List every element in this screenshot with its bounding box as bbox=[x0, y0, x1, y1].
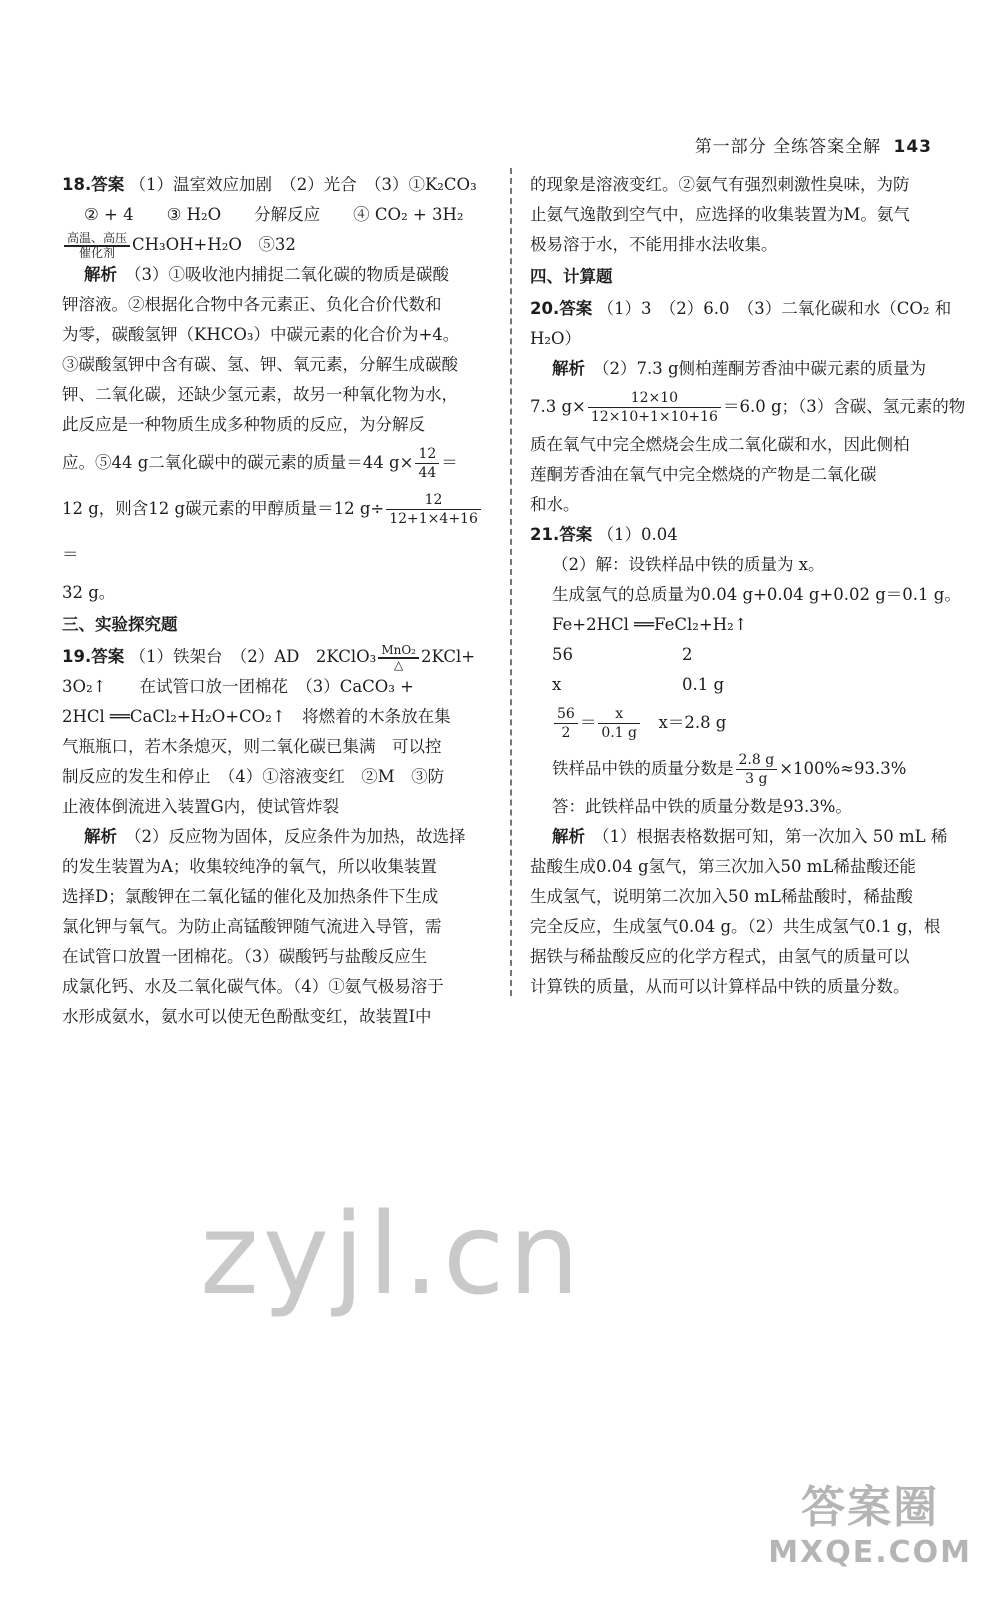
q18-fraction-2: $\frac{12}{12+1\times 4+16}$ bbox=[386, 491, 481, 528]
q18-analysis-label: 解析 bbox=[84, 265, 117, 284]
question-19 bbox=[62, 642, 499, 1032]
question-21 bbox=[530, 520, 970, 1002]
q21-analysis-text: （1）根据表格数据可知，第一次加入 50 mL 稀 bbox=[593, 827, 948, 846]
header-title: 全练答案全解 bbox=[773, 137, 882, 157]
q20-analysis-text: 7.3 g× bbox=[530, 397, 586, 416]
left-column bbox=[62, 170, 499, 1032]
q19-answer-text: 制反应的发生和停止 （4）①溶液变红 ②M ③防 bbox=[62, 767, 445, 786]
column-divider bbox=[510, 168, 512, 996]
section-3-title: 三、实验探究题 bbox=[62, 615, 178, 634]
equals-sign: ＝ bbox=[62, 545, 79, 564]
q19-analysis-text: 止氨气逸散到空气中，应选择的收集装置为M。氨气 bbox=[530, 205, 910, 224]
q19-analysis-text: 在试管口放置一团棉花。（3）碳酸钙与盐酸反应生 bbox=[62, 947, 428, 966]
q21-answer-text: （1）0.04 bbox=[597, 525, 678, 544]
q19-analysis-text: 成氯化钙、水及二氧化碳气体。（4）①氨气极易溶于 bbox=[62, 977, 444, 996]
q19-answer-text: （1）铁架台 （2）AD 2KClO₃ bbox=[129, 647, 377, 666]
q18-fraction-1: $\frac{12}{44}$ bbox=[415, 445, 439, 482]
q18-analysis-text: 为零，碳酸氢钾（KHCO₃）中碳元素的化合价为+4。 bbox=[62, 325, 460, 344]
page-header bbox=[695, 132, 932, 157]
stamp-bottom-text: MXQE.COM bbox=[768, 1535, 972, 1570]
header-part: 第一部分 bbox=[694, 137, 767, 157]
q20-analysis-text: ＝6.0 g；（3）含碳、氢元素的物 bbox=[722, 397, 966, 416]
q19-analysis-text: 选择D；氯酸钾在二氧化锰的催化及加热条件下生成 bbox=[62, 887, 439, 906]
site-stamp-logo bbox=[768, 1471, 972, 1570]
q21-conclusion: 答：此铁样品中铁的质量分数是93.3%。 bbox=[552, 797, 852, 816]
q18-answer-line3: CH₃OH+H₂O ⑤32 bbox=[132, 235, 296, 254]
q18-analysis-text: 钾溶液。②根据化合物中各元素正、负化合价代数和 bbox=[62, 295, 442, 314]
q18-answer-line1: （1）温室效应加剧 （2）光合 （3）①K₂CO₃ bbox=[129, 175, 477, 194]
q19-reaction-condition: MnO₂ △ bbox=[378, 644, 419, 672]
equals-sign: ＝ bbox=[441, 453, 458, 472]
q19-analysis-text: （2）反应物为固体，反应条件为加热，故选择 bbox=[125, 827, 466, 846]
q20-answer-text: H₂O） bbox=[530, 329, 582, 348]
section-4-title: 四、计算题 bbox=[530, 267, 613, 286]
q18-analysis-text: 钾、二氧化碳，还缺少氢元素，故另一种氧化物为水， bbox=[62, 385, 458, 404]
q19-analysis-text: 极易溶于水，不能用排水法收集。 bbox=[530, 235, 778, 254]
q18-answer-line2: ② + 4 ③ H₂O 分解反应 ④ CO₂ + 3H₂ bbox=[84, 205, 464, 224]
q21-molar-row: 56 2 bbox=[552, 645, 693, 664]
q21-analysis-text: 盐酸生成0.04 g氢气，第三次加入50 mL稀盐酸还能 bbox=[530, 857, 916, 876]
q18-analysis-text: 32 g。 bbox=[62, 583, 116, 602]
right-column bbox=[530, 170, 970, 1002]
q18-label: 18.答案 bbox=[62, 175, 125, 194]
question-18 bbox=[62, 170, 499, 608]
q20-label: 20.答案 bbox=[530, 299, 593, 318]
q18-analysis-text: ③碳酸氢钾中含有碳、氢、钾、氧元素，分解生成碳酸 bbox=[62, 355, 458, 374]
q20-analysis-label: 解析 bbox=[552, 359, 585, 378]
q19-answer-text: 止液体倒流进入装置G内，使试管炸裂 bbox=[62, 797, 340, 816]
q19-answer-text: 3O₂↑ 在试管口放一团棉花 （3）CaCO₃ + bbox=[62, 677, 415, 696]
q18-reaction-condition: 高温、高压 催化剂 bbox=[64, 232, 130, 260]
q19-analysis-label: 解析 bbox=[84, 827, 117, 846]
q18-analysis-text: 应。⑤44 g二氧化碳中的碳元素的质量＝44 g× bbox=[62, 453, 414, 472]
q18-analysis-text: 此反应是一种物质生成多种物质的反应，为分解反 bbox=[62, 415, 425, 434]
q19-analysis-text: 水形成氨水，氨水可以使无色酚酞变红，故装置I中 bbox=[62, 1007, 432, 1026]
q18-analysis-text: （3）①吸收池内捕捉二氧化碳的物质是碳酸 bbox=[125, 265, 449, 284]
q20-analysis-text: 和水。 bbox=[530, 495, 580, 514]
q18-analysis-text: 12 g，则含12 g碳元素的甲醇质量＝12 g÷ bbox=[62, 499, 385, 518]
q19-analysis-text: 氯化钾与氧气。为防止高锰酸钾随气流进入导管，需 bbox=[62, 917, 442, 936]
q20-analysis-text: 莲酮芳香油在氧气中完全燃烧的产物是二氧化碳 bbox=[530, 465, 877, 484]
watermark: zyjl.cn bbox=[200, 1190, 584, 1320]
q21-answer-text: 生成氢气的总质量为0.04 g+0.04 g+0.02 g＝0.1 g。 bbox=[552, 585, 961, 604]
q20-fraction: $\frac{12\times 10}{12\times 10+1\times 10+16}$ bbox=[588, 389, 721, 426]
page-number: 143 bbox=[893, 137, 932, 157]
question-20 bbox=[530, 294, 970, 520]
q21-analysis-text: 生成氢气，说明第二次加入50 mL稀盐酸时，稀盐酸 bbox=[530, 887, 913, 906]
q21-analysis-text: 据铁与稀盐酸反应的化学方程式，由氢气的质量可以 bbox=[530, 947, 910, 966]
q20-analysis-text: （2）7.3 g侧柏莲酮芳香油中碳元素的质量为 bbox=[593, 359, 927, 378]
q20-answer-text: （1）3 （2）6.0 （3）二氧化碳和水（CO₂ 和 bbox=[597, 299, 952, 318]
q21-label: 21.答案 bbox=[530, 525, 593, 544]
q21-answer-text: （2）解：设铁样品中铁的质量为 x。 bbox=[552, 555, 825, 574]
q19-answer-text: 2KCl+ bbox=[420, 647, 476, 666]
q21-equation: Fe+2HCl ══FeCl₂+H₂↑ bbox=[552, 615, 748, 634]
q19-analysis-text: 的现象是溶液变红。②氨气有强烈刺激性臭味，为防 bbox=[530, 175, 910, 194]
q21-ratio: $\frac{56}{2}$ ＝ $\frac{x}{0.1 g}$ x＝2.8 g bbox=[530, 700, 970, 746]
q21-analysis-text: 完全反应，生成氢气0.04 g。（2）共生成氢气0.1 g，根 bbox=[530, 917, 941, 936]
q19-label: 19.答案 bbox=[62, 647, 125, 666]
stamp-top-text: 答案圈 bbox=[801, 1482, 940, 1533]
q21-analysis-text: 计算铁的质量，从而可以计算样品中铁的质量分数。 bbox=[530, 977, 910, 996]
q21-analysis-label: 解析 bbox=[552, 827, 585, 846]
q21-percentage: 铁样品中铁的质量分数是 $\frac{2.8 g}{3 g}$ ×100%≈93.3% bbox=[552, 752, 907, 787]
q21-mass-row: x 0.1 g bbox=[552, 675, 725, 694]
q19-analysis-text: 的发生装置为A；收集较纯净的氧气，所以收集装置 bbox=[62, 857, 437, 876]
q19-answer-text: 气瓶瓶口，若木条熄灭，则二氧化碳已集满 可以控 bbox=[62, 737, 442, 756]
q19-answer-text: 2HCl ══CaCl₂+H₂O+CO₂↑ 将燃着的木条放在集 bbox=[62, 707, 451, 726]
q20-analysis-text: 质在氧气中完全燃烧会生成二氧化碳和水，因此侧柏 bbox=[530, 435, 910, 454]
